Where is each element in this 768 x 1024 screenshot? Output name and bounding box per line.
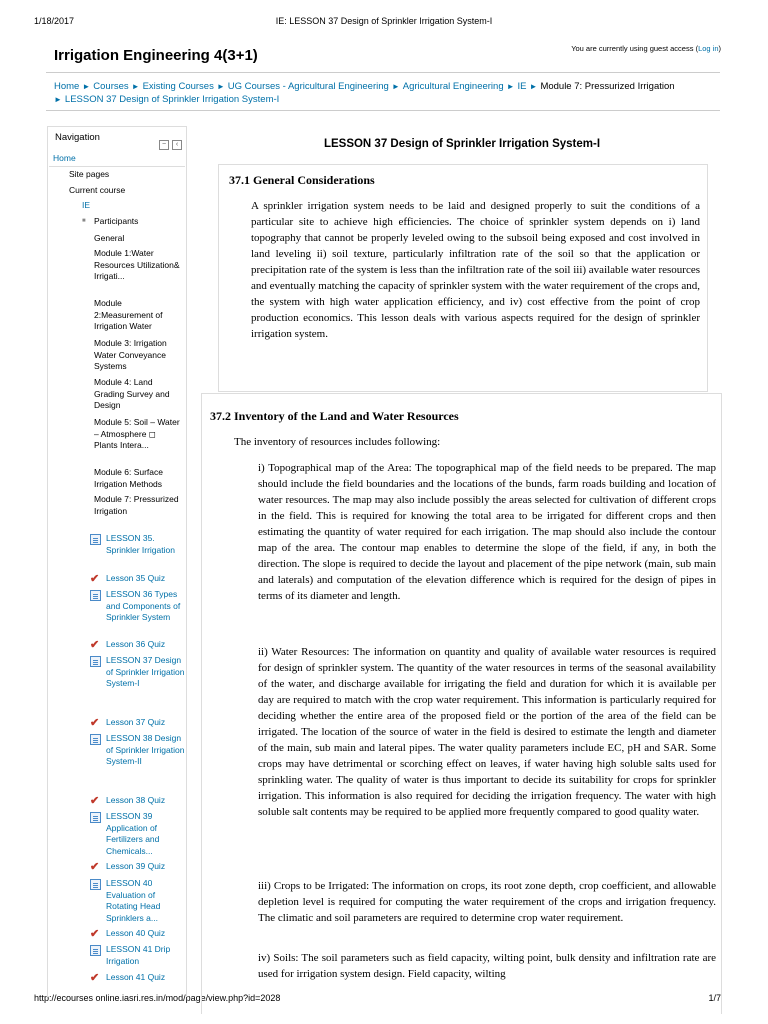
nav-course-ie[interactable]: IE	[82, 200, 91, 210]
nav-lesson-36[interactable]	[106, 589, 187, 624]
nav-lesson-41[interactable]	[106, 944, 187, 967]
section-paragraph: iv) Soils: The soil parameters such as field capacity, wilting point, bulk density and infiltration rate are used for irrigation system design. Field capacity, wilting	[258, 952, 716, 980]
breadcrumb-courses[interactable]: Courses	[93, 81, 129, 92]
nav-quiz-37[interactable]	[90, 717, 187, 729]
nav-quiz-40[interactable]	[90, 928, 187, 940]
site-title[interactable]: Irrigation Engineering 4(3+1)	[54, 47, 258, 64]
section-general-considerations	[218, 164, 708, 392]
nav-current-course[interactable]: Current course	[69, 185, 126, 195]
page-icon	[90, 734, 101, 745]
breadcrumb-agricultural-engineering[interactable]: Agricultural Engineering	[402, 81, 504, 92]
breadcrumb-home[interactable]: Home	[54, 81, 80, 92]
nav-lesson-label: Lesson 35 Quiz	[106, 573, 166, 583]
breadcrumb-ug-courses[interactable]: UG Courses - Agricultural Engineering	[227, 81, 389, 92]
nav-lesson-label: Lesson 37 Quiz	[106, 717, 166, 727]
breadcrumb-separator: ►	[391, 82, 400, 91]
section-paragraph: iii) Crops to be Irrigated: The information on crops, its root zone depth, crop coefficient, and allowable depletion level is required for computing the water requirement of the crops and irrigation frequency. The climatic and soil parameters are required to determine crop water requirement.	[258, 880, 716, 924]
nav-lesson-label: Lesson 36 Quiz	[106, 639, 166, 649]
nav-lesson-37[interactable]	[106, 655, 187, 690]
nav-module-6[interactable]: Module 6: Surface Irrigation Methods	[94, 467, 163, 489]
section-heading: 37.1 General Considerations	[229, 173, 375, 187]
nav-lesson-label: Lesson 40 Quiz	[106, 928, 166, 938]
nav-quiz-38[interactable]	[90, 795, 187, 807]
page-title: LESSON 37 Design of Sprinkler Irrigation System-I	[323, 138, 601, 150]
bullet-icon: ■	[82, 218, 86, 224]
login-info	[571, 44, 721, 53]
nav-lesson-38[interactable]	[106, 733, 187, 768]
login-text: You are currently using guest access (	[571, 44, 699, 53]
page-icon	[90, 945, 101, 956]
nav-module-2[interactable]: Module 2:Measurement of Irrigation Water	[94, 298, 163, 331]
quiz-icon: ✔	[90, 928, 100, 940]
breadcrumb-separator: ►	[529, 82, 538, 91]
breadcrumb-separator: ►	[216, 82, 225, 91]
print-url: http://ecourses online.iasri.res.in/mod/page/view.php?id=2028	[34, 993, 281, 1003]
breadcrumb-separator: ►	[82, 82, 91, 91]
quiz-icon: ✔	[90, 795, 100, 807]
breadcrumb-module: Module 7: Pressurized Irrigation	[540, 81, 675, 92]
section-paragraph: ii) Water Resources: The information on quantity and quality of available water resources is required for design of sprinkler system. The quantity of the water resources in terms of the seasonal availability of the water, and discharge available for irrigating the field and duration for which it is available per day are required to match with the crop water requirement. This information is particularly required for deciding whether the entire area of the proposed field or the portion of the area of the field can be irrigated. The location of the source of water in the field is desired to estimate the length and diameter of the main, sub main and lateral pipes. The water quality parameters include EC, pH and SAR. Some crops may have detrimental or scorching effect on leaves, if water having high soluble salts used for sprinkling water. The quality of water is thus important to decide its suitability for crops for sprinkler irrigation. This information is also required for deciding the irrigation frequency. The water with high soluble salt contents may be required to be applied more frequently compared to good quality water.	[258, 646, 716, 818]
navigation-controls	[156, 133, 182, 151]
login-link[interactable]: Log in	[698, 44, 719, 53]
nav-site-pages[interactable]: Site pages	[69, 169, 110, 179]
nav-quiz-36[interactable]	[90, 639, 187, 651]
nav-lesson-label: LESSON 37 Design of Sprinkler Irrigation System-I	[106, 655, 185, 688]
quiz-icon: ✔	[90, 717, 100, 729]
print-page-number: 1/7	[708, 993, 721, 1003]
print-header	[0, 16, 768, 30]
nav-lesson-label: Lesson 41 Quiz	[106, 972, 166, 982]
nav-lesson-label: LESSON 40 Evaluation of Rotating Head Sprinklers a...	[106, 878, 161, 923]
breadcrumb-separator: ►	[131, 82, 140, 91]
nav-quiz-41[interactable]	[90, 972, 187, 984]
nav-divider	[49, 166, 185, 167]
nav-lesson-label: LESSON 35. Sprinkler Irrigation	[106, 533, 175, 555]
page-icon	[90, 534, 101, 545]
section-inventory	[201, 393, 722, 1014]
section-paragraph: i) Topographical map of the Area: The topographical map of the field needs to be prepared. The map should include the field boundaries and the locations of the bunds, farm roads building and location of water resources. The map may also include possibly the areas selected for cultivation of different crops in the field. This is required for knowing the total area to be irrigated for different crops and then estimating the quantity of water required for each irrigation. The map should also include the contour map of the area. The contour map enables to determine the slope of the field, if any, in both the direction. The slope is required to decide the layout and placement of the pipe network (main, sub main and laterals) and computation of the elevation difference which is required for the design of pipes in terms of its diameter and length.	[258, 462, 716, 602]
nav-lesson-39[interactable]	[106, 811, 187, 857]
nav-lesson-label: LESSON 36 Types and Components of Sprinkler System	[106, 589, 181, 622]
nav-lesson-label: LESSON 38 Design of Sprinkler Irrigation System-II	[106, 733, 185, 766]
nav-lesson-40[interactable]	[106, 878, 187, 924]
nav-lesson-35[interactable]	[106, 533, 187, 556]
nav-module-3[interactable]: Module 3: Irrigation Water Conveyance Systems	[94, 338, 167, 371]
nav-module-5[interactable]: Module 5: Soil – Water – Atmosphere ◻ Plants Intera...	[94, 417, 180, 450]
breadcrumb-current-lesson[interactable]: LESSON 37 Design of Sprinkler Irrigation System-I	[64, 94, 280, 105]
nav-lesson-label: Lesson 39 Quiz	[106, 861, 166, 871]
navigation-heading: Navigation	[55, 132, 100, 143]
print-date: 1/18/2017	[34, 16, 75, 26]
section-intro: The inventory of resources includes following:	[234, 436, 441, 448]
quiz-icon: ✔	[90, 972, 100, 984]
quiz-icon: ✔	[90, 573, 100, 585]
dock-icon[interactable]: ‹	[172, 140, 182, 150]
breadcrumb-ie[interactable]: IE	[517, 81, 527, 92]
page-icon	[90, 879, 101, 890]
breadcrumb-existing-courses[interactable]: Existing Courses	[142, 81, 214, 92]
nav-quiz-39[interactable]	[90, 861, 187, 873]
breadcrumb-separator: ►	[506, 82, 515, 91]
nav-lesson-label: Lesson 38 Quiz	[106, 795, 166, 805]
quiz-icon: ✔	[90, 861, 100, 873]
nav-quiz-35[interactable]	[90, 573, 187, 585]
nav-general[interactable]: General	[94, 233, 125, 243]
page-icon	[90, 812, 101, 823]
nav-module-4[interactable]: Module 4: Land Grading Survey and Design	[94, 377, 170, 410]
page-icon	[90, 656, 101, 667]
login-close: )	[718, 44, 721, 53]
nav-module-7[interactable]: Module 7: Pressurized Irrigation	[94, 494, 179, 516]
breadcrumb-divider-bottom	[46, 110, 720, 111]
nav-participants[interactable]: Participants	[94, 216, 139, 226]
section-paragraph: A sprinkler irrigation system needs to be laid and designed properly to suit the conditions of a particular site to achieve high efficiencies. The choice of sprinkler system depends on i) land topography that cannot be properly leveled owing to the subsoil being exposed and cost involved in land leveling ii) soil texture, particularly infiltration rate of the soil so that the application or precipitation rate of the system is less than the infiltration rate of the soil iii) available water resources and eventually matching the capacity of sprinkler system with the water requirement of the crops and, the system with high water application efficiency, and iv) cost effective from the point of crop production economics. This lesson deals with various aspects required for the design of sprinkler irrigation system.	[251, 200, 700, 340]
page-icon	[90, 590, 101, 601]
print-title: IE: LESSON 37 Design of Sprinkler Irrigation System-I	[275, 16, 493, 26]
nav-lesson-label: LESSON 39 Application of Fertilizers and Chemicals...	[106, 811, 160, 856]
breadcrumb-separator: ►	[54, 95, 62, 104]
collapse-icon[interactable]: −	[159, 140, 169, 150]
nav-lesson-label: LESSON 41 Drip Irrigation	[106, 944, 171, 966]
quiz-icon: ✔	[90, 639, 100, 651]
section-heading: 37.2 Inventory of the Land and Water Resources	[210, 409, 459, 423]
nav-home[interactable]: Home	[53, 153, 76, 163]
breadcrumb	[54, 80, 720, 106]
nav-module-1[interactable]: Module 1:Water Resources Utilization& Irrigati...	[94, 248, 180, 281]
navigation-block	[47, 126, 187, 997]
breadcrumb-divider-top	[46, 72, 720, 73]
